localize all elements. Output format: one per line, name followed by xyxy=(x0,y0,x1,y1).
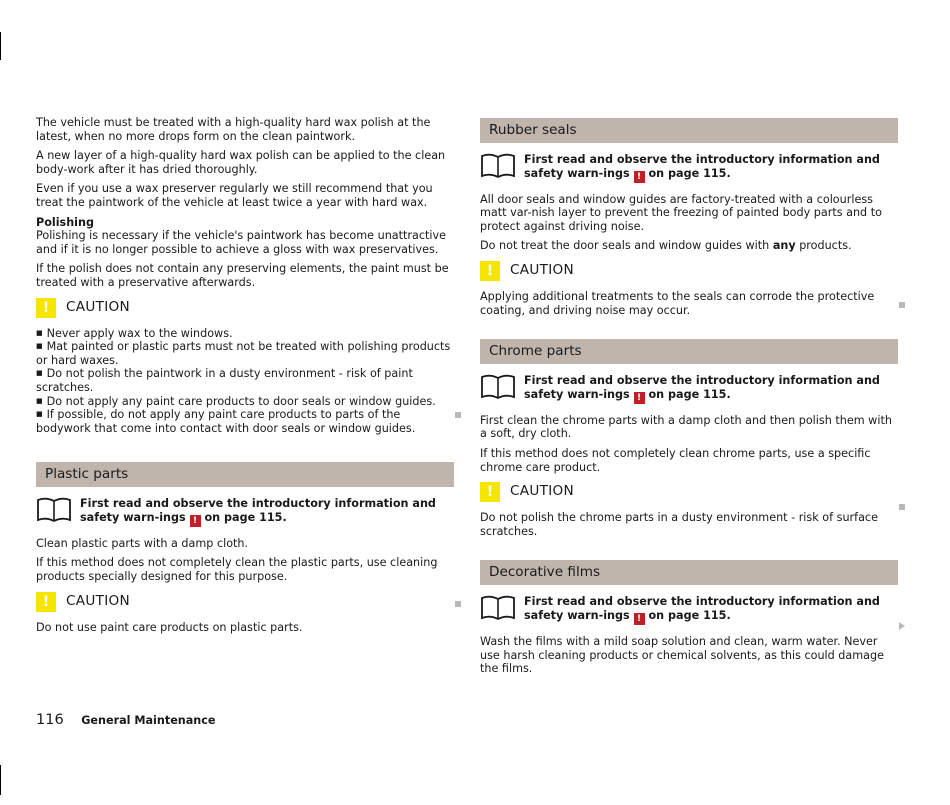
intro-text: First read and observe the introductory information and safety warn-ings xyxy=(524,374,880,401)
caution-icon: ! xyxy=(36,592,56,612)
caution-text: Applying additional treatments to the seals can corrode the protective coating, and driving noise may occur. xyxy=(480,289,875,317)
continue-arrow-icon xyxy=(899,622,905,630)
page-footer xyxy=(36,714,215,728)
intro-note xyxy=(480,374,898,404)
chapter-title: General Maintenance xyxy=(81,714,216,727)
caution-text: Do not polish the chrome parts in a dusty environment - risk of surface scratches. xyxy=(480,511,878,538)
list-item: ■ Mat painted or plastic parts must not be treated with polishing products or hard waxes. xyxy=(36,340,454,367)
end-mark-icon xyxy=(899,302,905,308)
caution-block xyxy=(480,482,898,502)
text-run: products. xyxy=(799,239,852,253)
intro-note xyxy=(480,595,898,625)
paragraph: The vehicle must be treated with a high-quality hard wax polish at the latest, when no more drops form on the clean paintwork. xyxy=(36,116,431,143)
crop-mark-top xyxy=(0,32,1,60)
left-column xyxy=(36,116,454,640)
list-item: ■ If possible, do not apply any paint care products to parts of the bodywork that come into contact with door seals or window guides. xyxy=(36,408,454,435)
list-item: ■ Do not polish the paintwork in a dusty environment - risk of paint scratches. xyxy=(36,367,454,394)
list-item: ■ Never apply wax to the windows. xyxy=(36,327,454,341)
polishing-heading: Polishing xyxy=(36,215,94,229)
page-reference-link[interactable]: on page 115. xyxy=(648,166,731,180)
warning-icon[interactable]: ! xyxy=(634,171,645,183)
paragraph: First clean the chrome parts with a damp cloth and then polish them with a soft, dry cloth. xyxy=(480,413,892,441)
crop-mark-bottom xyxy=(0,765,1,795)
paragraph: Clean plastic parts with a damp cloth. xyxy=(36,536,249,550)
page-reference-link[interactable]: on page 115. xyxy=(648,387,731,401)
right-column xyxy=(480,118,898,682)
caution-label: CAUTION xyxy=(66,592,131,609)
caution-block xyxy=(36,592,454,612)
end-mark-icon xyxy=(899,504,905,510)
section-heading-chrome: Chrome parts xyxy=(480,339,898,364)
paragraph: Wash the films with a mild soap solution and clean, warm water. Never use harsh cleaning products or chemical solvents, as this could damage the films. xyxy=(480,634,885,676)
paragraph: If this method does not completely clean chrome parts, use a specific chrome care product. xyxy=(480,446,871,474)
caution-icon: ! xyxy=(480,482,500,502)
book-icon xyxy=(480,595,516,621)
book-icon xyxy=(480,153,516,179)
caution-label: CAUTION xyxy=(510,262,575,279)
paragraph: Polishing is necessary if the vehicle's paintwork has become unattractive and if it is no longer possible to achieve a gloss with wax preservatives. xyxy=(36,229,447,256)
section-heading-films: Decorative films xyxy=(480,560,898,585)
text-run: Do not treat the door seals and window guides with xyxy=(480,239,770,253)
intro-text: First read and observe the introductory information and safety warn-ings xyxy=(524,153,880,180)
intro-text: First read and observe the introductory information and safety warn-ings xyxy=(524,595,880,622)
emphasis: any xyxy=(772,239,796,253)
caution-list xyxy=(36,327,454,436)
list-item: ■ Do not apply any paint care products to door seals or window guides. xyxy=(36,395,454,409)
page-number: 116 xyxy=(36,712,64,728)
intro-note xyxy=(480,153,898,183)
book-icon xyxy=(480,374,516,400)
caution-block xyxy=(480,261,898,281)
page-reference-link[interactable]: on page 115. xyxy=(648,608,731,622)
caution-block xyxy=(36,298,454,318)
page-reference-link[interactable]: on page 115. xyxy=(204,510,287,524)
paragraph: If the polish does not contain any preserving elements, the paint must be treated with a preservative afterwards. xyxy=(36,262,449,289)
paragraph: A new layer of a high-quality hard wax polish can be applied to the clean body-work after it has dried thoroughly. xyxy=(36,149,446,176)
warning-icon[interactable]: ! xyxy=(634,392,645,404)
end-mark-icon xyxy=(455,412,461,418)
section-heading-rubber: Rubber seals xyxy=(480,118,898,143)
book-icon xyxy=(36,497,72,523)
caution-label: CAUTION xyxy=(510,483,575,500)
caution-icon: ! xyxy=(480,261,500,281)
intro-note xyxy=(36,497,454,527)
warning-icon[interactable]: ! xyxy=(190,515,201,527)
caution-label: CAUTION xyxy=(66,298,131,315)
paragraph: If this method does not completely clean the plastic parts, use cleaning products specially designed for this purpose. xyxy=(36,556,438,584)
caution-icon: ! xyxy=(36,298,56,318)
paragraph: All door seals and window guides are factory-treated with a colourless matt var-nish layer to prevent the freezing of painted body parts and to protect against driving noise. xyxy=(480,192,882,233)
section-heading-plastic: Plastic parts xyxy=(36,462,454,487)
paragraph: Even if you use a wax preserver regularly we still recommend that you treat the paintwork of the vehicle at least twice a year with hard wax. xyxy=(36,182,433,209)
intro-text: First read and observe the introductory information and safety warn-ings xyxy=(80,497,436,524)
end-mark-icon xyxy=(455,601,461,607)
paragraph xyxy=(480,239,898,253)
caution-text: Do not use paint care products on plastic parts. xyxy=(36,620,303,634)
warning-icon[interactable]: ! xyxy=(634,613,645,625)
